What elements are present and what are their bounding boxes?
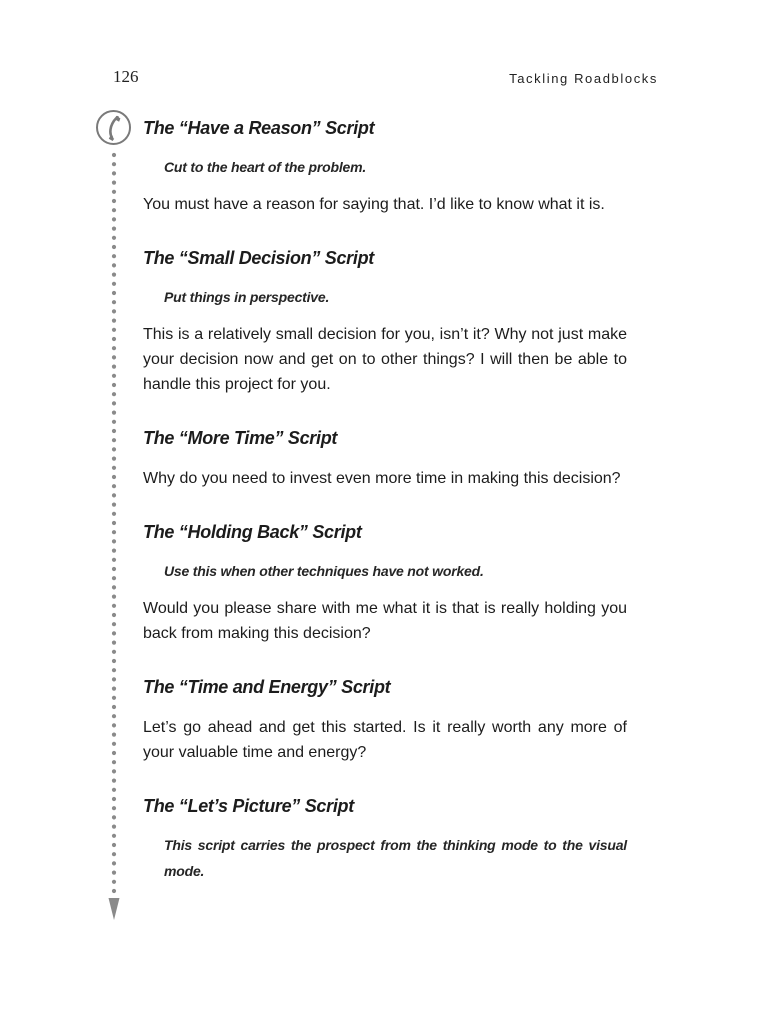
rail-dot bbox=[112, 714, 116, 718]
script-have-a-reason bbox=[143, 114, 627, 217]
rail-dot bbox=[112, 539, 116, 543]
rail-dot bbox=[112, 475, 116, 479]
rail-dot bbox=[112, 668, 116, 672]
script-body: Why do you need to invest even more time in making this decision? bbox=[143, 470, 621, 487]
rail-dot bbox=[112, 889, 116, 893]
script-body: Would you please share with me what it is that is really holding you back from making this decision? bbox=[143, 600, 627, 642]
rail-dot bbox=[112, 631, 116, 635]
rail-dot bbox=[112, 843, 116, 847]
rail-dot bbox=[112, 687, 116, 691]
running-head: Tackling Roadblocks bbox=[509, 71, 658, 86]
rail-dot bbox=[112, 815, 116, 819]
rail-dot bbox=[112, 751, 116, 755]
rail-dots bbox=[112, 153, 116, 893]
rail-dot bbox=[112, 309, 116, 313]
rail-dot bbox=[112, 254, 116, 258]
script-title: The “Let’s Picture” Script bbox=[143, 796, 354, 816]
page-number: 126 bbox=[113, 67, 139, 86]
rail-dot bbox=[112, 392, 116, 396]
rail-dot bbox=[112, 217, 116, 221]
script-title: The “Have a Reason” Script bbox=[143, 118, 375, 138]
rail-dot bbox=[112, 806, 116, 810]
rail-dot bbox=[112, 300, 116, 304]
script-body: This is a relatively small decision for you, isn’t it? Why not just make your decision now and get on to other things? I will then be able to handle this project for you. bbox=[143, 326, 627, 393]
script-title: The “Holding Back” Script bbox=[143, 522, 362, 542]
rail-dot bbox=[112, 227, 116, 231]
rail-dot bbox=[112, 162, 116, 166]
script-note: Put things in perspective. bbox=[164, 289, 330, 305]
rail-dot bbox=[112, 769, 116, 773]
rail-dot bbox=[112, 585, 116, 589]
rail-dot bbox=[112, 199, 116, 203]
script-more-time bbox=[143, 424, 627, 491]
rail-dot bbox=[112, 374, 116, 378]
rail-dot bbox=[112, 659, 116, 663]
rail-dot bbox=[112, 723, 116, 727]
rail-dot bbox=[112, 447, 116, 451]
rail-dot bbox=[112, 696, 116, 700]
arrow-down-icon bbox=[109, 898, 120, 920]
script-title: The “Small Decision” Script bbox=[143, 248, 374, 268]
script-body: You must have a reason for saying that. I’d like to know what it is. bbox=[143, 196, 605, 213]
rail-dot bbox=[112, 576, 116, 580]
rail-dot bbox=[112, 825, 116, 829]
rail-dot bbox=[112, 236, 116, 240]
rail-dot bbox=[112, 861, 116, 865]
rail-dot bbox=[112, 613, 116, 617]
rail-dot bbox=[112, 319, 116, 323]
rail-dot bbox=[112, 595, 116, 599]
rail-dot bbox=[112, 263, 116, 267]
script-title: The “Time and Energy” Script bbox=[143, 677, 391, 697]
content bbox=[143, 114, 627, 884]
rail-dot bbox=[112, 208, 116, 212]
rail-dot bbox=[112, 779, 116, 783]
rail-dot bbox=[112, 852, 116, 856]
rail-dot bbox=[112, 650, 116, 654]
rail-dot bbox=[112, 493, 116, 497]
rail-dot bbox=[112, 273, 116, 277]
rail-dot bbox=[112, 401, 116, 405]
rail-dot bbox=[112, 512, 116, 516]
rail-dot bbox=[112, 337, 116, 341]
phone-icon bbox=[95, 109, 132, 146]
rail-dot bbox=[112, 355, 116, 359]
rail-dot bbox=[112, 503, 116, 507]
script-time-and-energy bbox=[143, 673, 627, 765]
rail-dot bbox=[112, 411, 116, 415]
dotted-rail bbox=[108, 150, 120, 920]
rail-dot bbox=[112, 558, 116, 562]
rail-dot bbox=[112, 834, 116, 838]
script-holding-back bbox=[143, 518, 627, 646]
rail-dot bbox=[112, 291, 116, 295]
rail-dot bbox=[112, 383, 116, 387]
rail-dot bbox=[112, 871, 116, 875]
script-body: Let’s go ahead and get this started. Is it really worth any more of your valuable time and energy? bbox=[143, 719, 627, 761]
rail-dot bbox=[112, 880, 116, 884]
rail-dot bbox=[112, 346, 116, 350]
script-title: The “More Time” Script bbox=[143, 428, 338, 448]
rail-dot bbox=[112, 328, 116, 332]
rail-dot bbox=[112, 420, 116, 424]
rail-dot bbox=[112, 457, 116, 461]
rail-dot bbox=[112, 733, 116, 737]
rail-dot bbox=[112, 171, 116, 175]
rail-dot bbox=[112, 245, 116, 249]
script-lets-picture bbox=[143, 792, 627, 884]
rail-dot bbox=[112, 153, 116, 157]
rail-dot bbox=[112, 530, 116, 534]
rail-dot bbox=[112, 797, 116, 801]
rail-dot bbox=[112, 742, 116, 746]
script-note: Use this when other techniques have not worked. bbox=[164, 563, 484, 579]
rail-dot bbox=[112, 521, 116, 525]
rail-dot bbox=[112, 549, 116, 553]
rail-dot bbox=[112, 190, 116, 194]
rail-dot bbox=[112, 641, 116, 645]
rail-dot bbox=[112, 466, 116, 470]
script-note: Cut to the heart of the problem. bbox=[164, 159, 367, 175]
rail-dot bbox=[112, 760, 116, 764]
rail-dot bbox=[112, 788, 116, 792]
rail-dot bbox=[112, 429, 116, 433]
script-small-decision bbox=[143, 244, 627, 397]
rail-dot bbox=[112, 282, 116, 286]
rail-dot bbox=[112, 604, 116, 608]
rail-dot bbox=[112, 677, 116, 681]
rail-dot bbox=[112, 567, 116, 571]
rail-dot bbox=[112, 181, 116, 185]
rail-dot bbox=[112, 438, 116, 442]
rail-dot bbox=[112, 365, 116, 369]
rail-dot bbox=[112, 622, 116, 626]
script-note: This script carries the prospect from the thinking mode to the visual mode. bbox=[164, 837, 627, 879]
rail-dot bbox=[112, 484, 116, 488]
rail-dot bbox=[112, 705, 116, 709]
